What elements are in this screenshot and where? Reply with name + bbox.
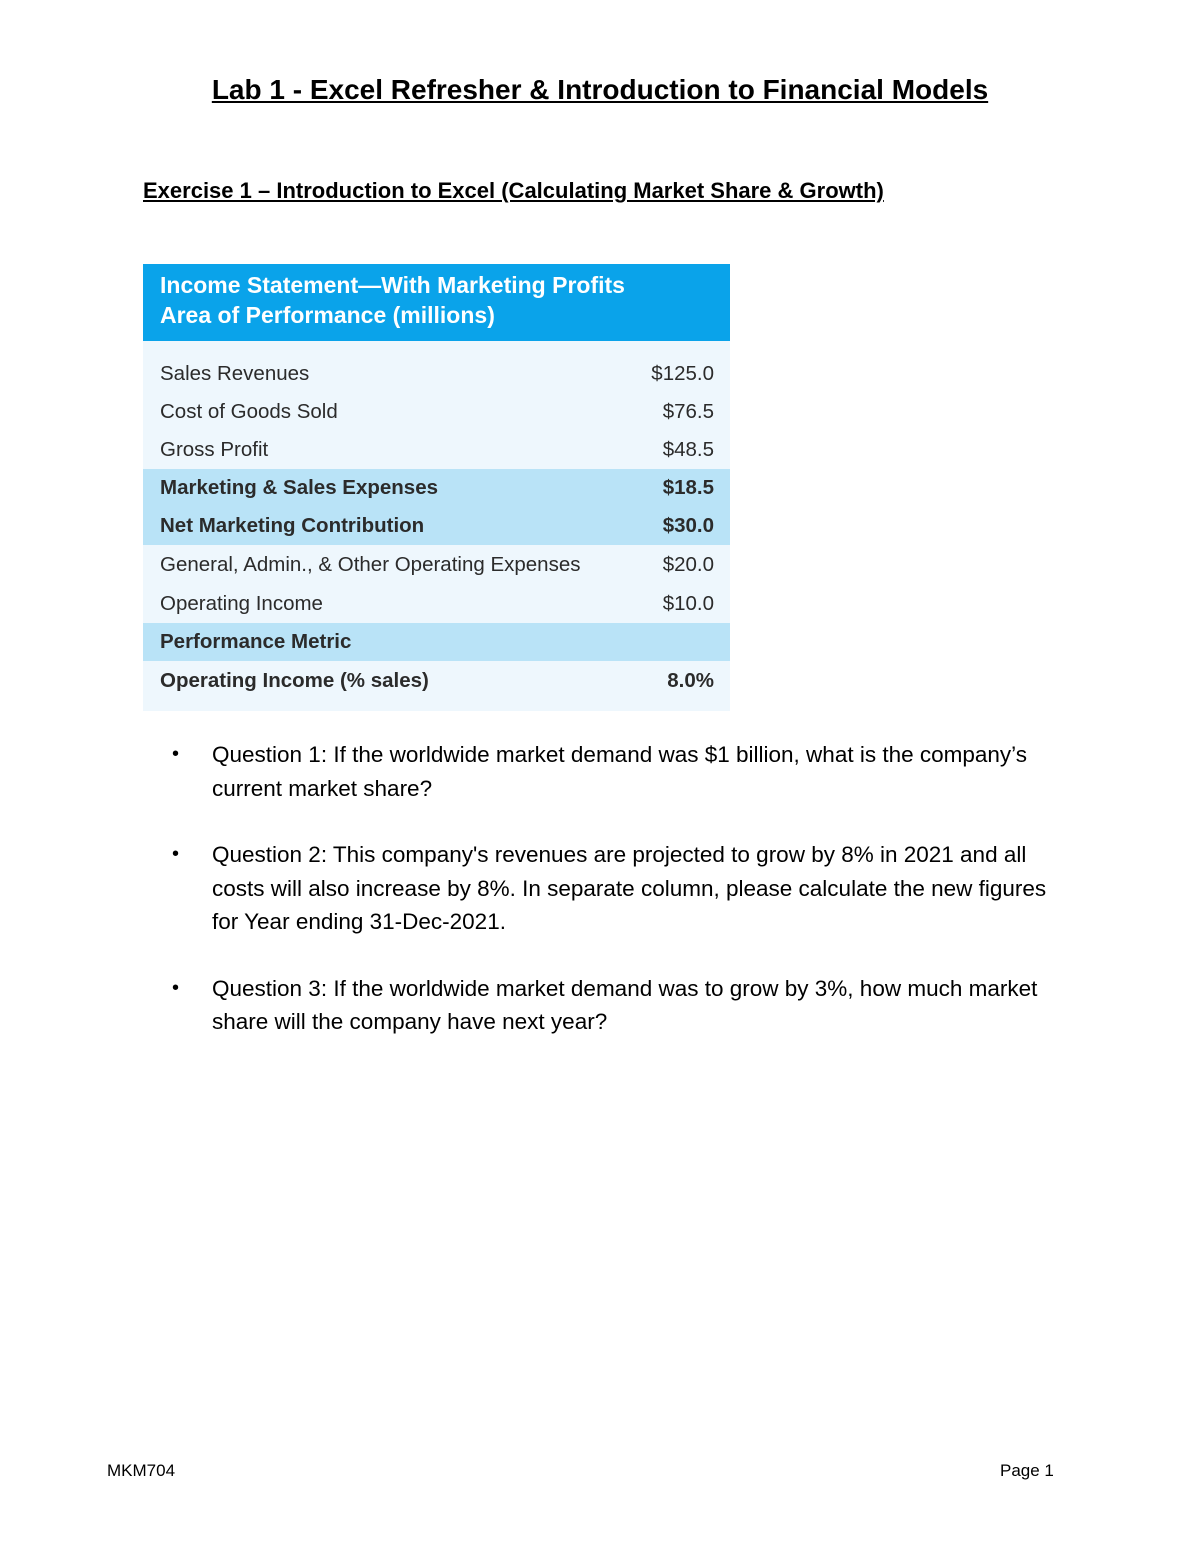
row-label: Performance Metric: [160, 630, 352, 653]
table-spacer: [143, 341, 730, 355]
footer-course-code: MKM704: [107, 1461, 176, 1480]
bullet-icon: •: [172, 976, 180, 999]
question-2: [172, 838, 1072, 939]
income-statement-header: [143, 264, 730, 341]
row-value: 8.0%: [667, 669, 714, 692]
document-title: Lab 1 - Excel Refresher & Introduction to Financial Models: [211, 74, 989, 105]
table-row-sales-revenues: [143, 355, 730, 393]
income-statement-table: [143, 264, 730, 711]
row-label: Cost of Goods Sold: [160, 400, 338, 423]
income-statement-header-line1: Income Statement—With Marketing Profits: [160, 272, 625, 298]
bullet-icon: •: [172, 743, 180, 765]
question-text: Question 1: If the worldwide market demand was $1 billion, what is the company’s current market share?: [212, 742, 1027, 801]
question-3: [172, 972, 1072, 1039]
row-label: Marketing & Sales Expenses: [160, 476, 439, 499]
table-row-performance-metric: [143, 623, 730, 661]
question-text: Question 2: This company's revenues are projected to grow by 8% in 2021 and all costs will also increase by 8%. In separate column, please calculate the new figures for Year ending 31-Dec-2021.: [212, 842, 1047, 934]
table-row-cost-of-goods-sold: [143, 393, 730, 431]
table-row-general-admin-expenses: [143, 545, 730, 585]
footer-page-number: Page 1: [1000, 1461, 1054, 1480]
table-row-operating-income-percent: [143, 661, 730, 701]
row-label: Sales Revenues: [160, 362, 310, 385]
row-value: $20.0: [662, 553, 714, 576]
row-value: $48.5: [662, 438, 714, 461]
question-list: [172, 738, 1072, 1072]
row-label: Operating Income: [160, 592, 323, 615]
row-value: $30.0: [662, 514, 714, 537]
table-spacer: [143, 701, 730, 711]
bullet-icon: •: [172, 843, 180, 865]
table-row-gross-profit: [143, 431, 730, 469]
question-text: Question 3: If the worldwide market demand was to grow by 3%, how much market share will the company have next year?: [212, 975, 1038, 1034]
table-row-net-marketing-contribution: [143, 507, 730, 545]
question-1: [172, 738, 1072, 805]
row-value: $18.5: [662, 476, 714, 499]
table-row-marketing-sales-expenses: [143, 469, 730, 507]
table-row-operating-income: [143, 585, 730, 623]
row-label: General, Admin., & Other Operating Expenses: [160, 553, 581, 576]
row-label: Operating Income (% sales): [160, 669, 429, 692]
income-statement-header-line2: Area of Performance (millions): [160, 302, 495, 328]
row-value: $10.0: [662, 592, 714, 615]
row-label: Net Marketing Contribution: [160, 514, 425, 537]
exercise-heading: Exercise 1 – Introduction to Excel (Calculating Market Share & Growth): [143, 178, 884, 203]
row-value: $125.0: [651, 362, 714, 385]
row-value: $76.5: [662, 400, 714, 423]
row-label: Gross Profit: [160, 438, 269, 461]
